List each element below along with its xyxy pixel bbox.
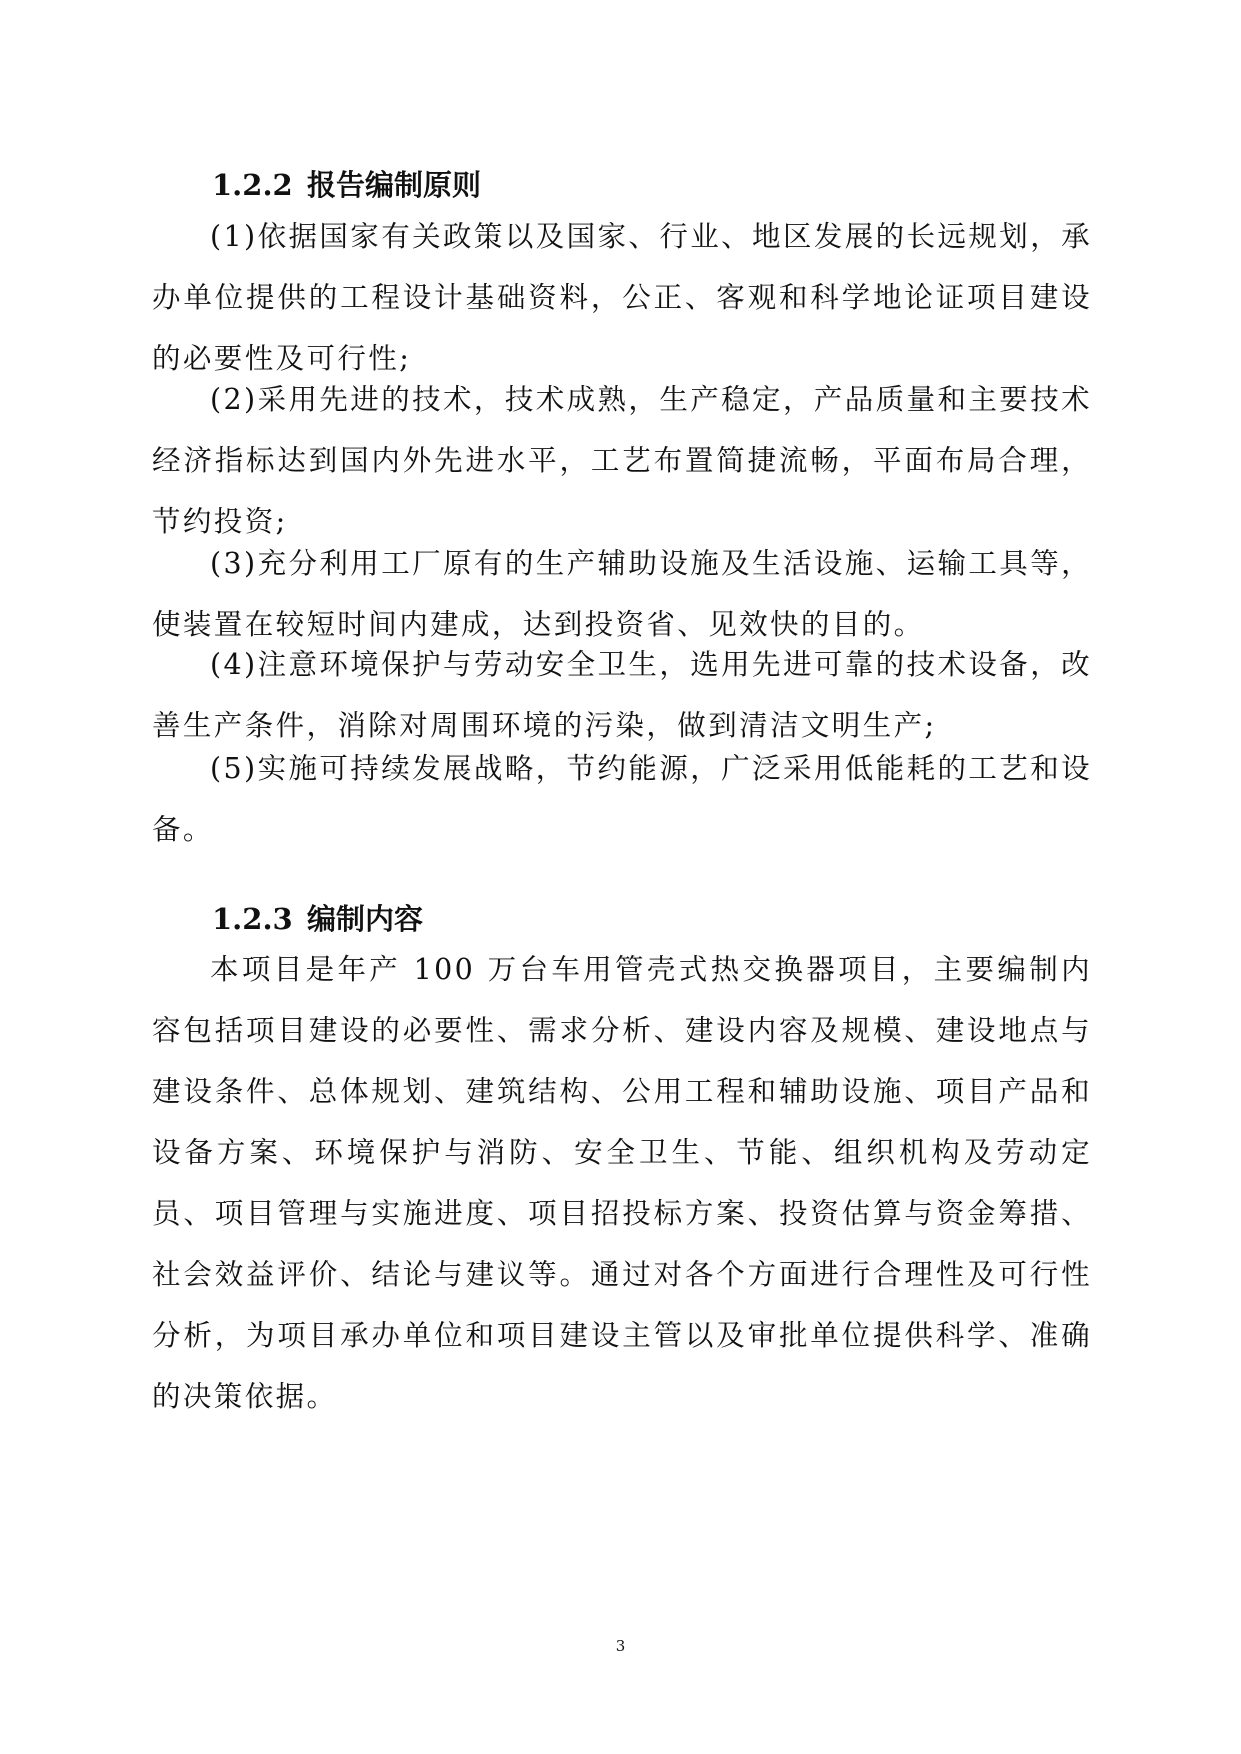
page-number: 3 [615, 1637, 626, 1655]
section-heading-1-2-2 [212, 165, 481, 205]
principle-paragraph-3: (3)充分利用工厂原有的生产辅助设施及生活设施、运输工具等，使装置在较短时间内建成，达到投资省、见效快的目的。 [152, 547, 1092, 641]
principle-paragraph-4: (4)注意环境保护与劳动安全卫生，选用先进可靠的技术设备，改善生产条件，消除对周围环境的污染，做到清洁文明生产; [152, 648, 1092, 742]
principle-paragraph-1: (1)依据国家有关政策以及国家、行业、地区发展的长远规划，承办单位提供的工程设计基础资料，公正、客观和科学地论证项目建设的必要性及可行性; [152, 220, 1092, 375]
section-title: 报告编制原则 [307, 168, 482, 202]
section-heading-1-2-3 [212, 899, 423, 939]
principle-paragraph-2: (2)采用先进的技术，技术成熟，生产稳定，产品质量和主要技术经济指标达到国内外先进水平，工艺布置简捷流畅，平面布局合理，节约投资; [152, 383, 1092, 538]
section-number: 1.2.3 [212, 902, 293, 936]
section-number: 1.2.2 [212, 168, 293, 202]
content-paragraph: 本项目是年产 100 万台车用管壳式热交换器项目，主要编制内容包括项目建设的必要性、需求分析、建设内容及规模、建设地点与建设条件、总体规划、建筑结构、公用工程和辅助设施、项目产品和设备方案、环境保护与消防、安全卫生、节能、组织机构及劳动定员、项目管理与实施进度、项目招投标方案、投资估算与资金筹措、社会效益评价、结论与建议等。通过对各个方面进行合理性及可行性分析，为项目承办单位和项目建设主管以及审批单位提供科学、准确的决策依据。 [152, 953, 1092, 1413]
principle-paragraph-5: (5)实施可持续发展战略，节约能源，广泛采用低能耗的工艺和设备。 [152, 752, 1092, 846]
section-title: 编制内容 [307, 902, 424, 936]
